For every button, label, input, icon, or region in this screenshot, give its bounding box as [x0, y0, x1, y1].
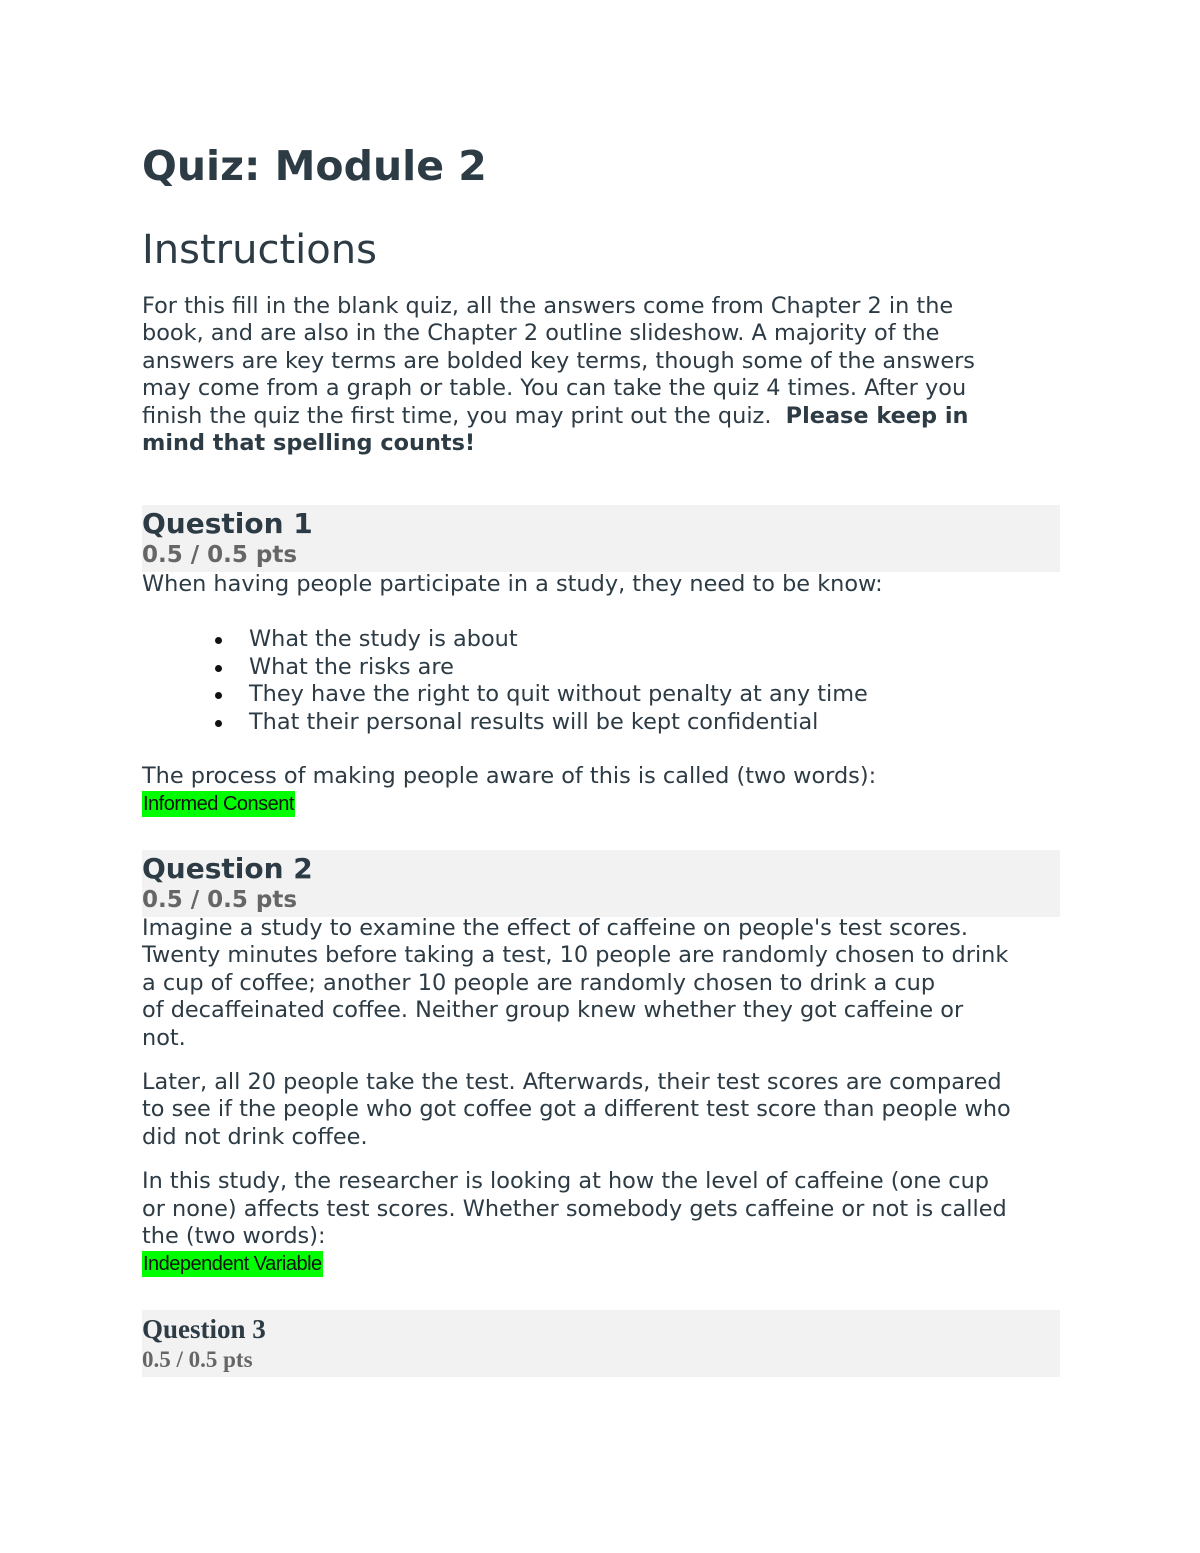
question-points: 0.5 / 0.5 pts — [142, 887, 298, 913]
question-title: Question 1 — [142, 507, 313, 540]
question-text: a cup of coffee; another 10 people are randomly chosen to drink a cup — [142, 969, 936, 996]
question-text: When having people participate in a study, they need to be know: — [142, 571, 883, 597]
list-item: They have the right to quit without penalty at any time — [142, 681, 1060, 708]
list-item: That their personal results will be kept confidential — [142, 709, 1060, 736]
question-text: Twenty minutes before taking a test, 10 people are randomly chosen to drink — [142, 942, 1009, 969]
spelling-note: mind that spelling counts! — [142, 430, 476, 457]
question-text: Imagine a study to examine the effect of caffeine on people's test scores. — [142, 915, 968, 941]
question-points: 0.5 / 0.5 pts — [142, 1347, 253, 1372]
instructions-line — [142, 403, 1060, 430]
instructions-line: book, and are also in the Chapter 2 outline slideshow. A majority of the — [142, 320, 940, 347]
question-text: to see if the people who got coffee got a different test score than people who — [142, 1096, 1011, 1123]
question-text: did not drink coffee. — [142, 1123, 368, 1150]
question-text: Later, all 20 people take the test. Afterwards, their test scores are compared — [142, 1069, 1002, 1096]
spelling-note: Please keep in — [785, 402, 969, 429]
question-title: Question 2 — [142, 852, 313, 885]
instructions-line: answers are key terms are bolded key terms, though some of the answers — [142, 347, 975, 374]
answer-highlight: Informed Consent — [143, 793, 294, 816]
question-text: In this study, the researcher is looking at how the level of caffeine (one cup — [142, 1168, 990, 1195]
question-text: the (two words): — [142, 1223, 326, 1250]
list-item: What the study is about — [142, 626, 1060, 653]
instructions-line: may come from a graph or table. You can take the quiz 4 times. After you — [142, 375, 967, 402]
question-3-header — [142, 1310, 1060, 1377]
instructions-heading: Instructions — [142, 227, 377, 273]
instructions-line: For this fill in the blank quiz, all the answers come from Chapter 2 in the — [142, 293, 954, 319]
question-1-body — [142, 571, 1060, 818]
question-text: of decaffeinated coffee. Neither group knew whether they got caffeine or — [142, 997, 964, 1024]
question-text: not. — [142, 1024, 186, 1051]
question-prompt: The process of making people aware of this is called (two words): — [142, 763, 877, 790]
question-points: 0.5 / 0.5 pts — [142, 542, 298, 568]
answer-highlight: Independent Variable — [143, 1253, 322, 1276]
question-text: or none) affects test scores. Whether somebody gets caffeine or not is called — [142, 1195, 1007, 1222]
page-title: Quiz: Module 2 — [142, 142, 487, 190]
instructions-line — [142, 430, 1060, 457]
question-title: Question 3 — [142, 1314, 266, 1344]
instructions-line-text: finish the quiz the first time, you may print out the quiz. — [142, 402, 786, 429]
instructions-text — [142, 293, 1060, 457]
requirements-list — [142, 626, 1060, 736]
question-1-header — [142, 505, 1060, 572]
question-2-header — [142, 850, 1060, 917]
list-item: What the risks are — [142, 654, 1060, 681]
question-2-body — [142, 915, 1060, 1278]
